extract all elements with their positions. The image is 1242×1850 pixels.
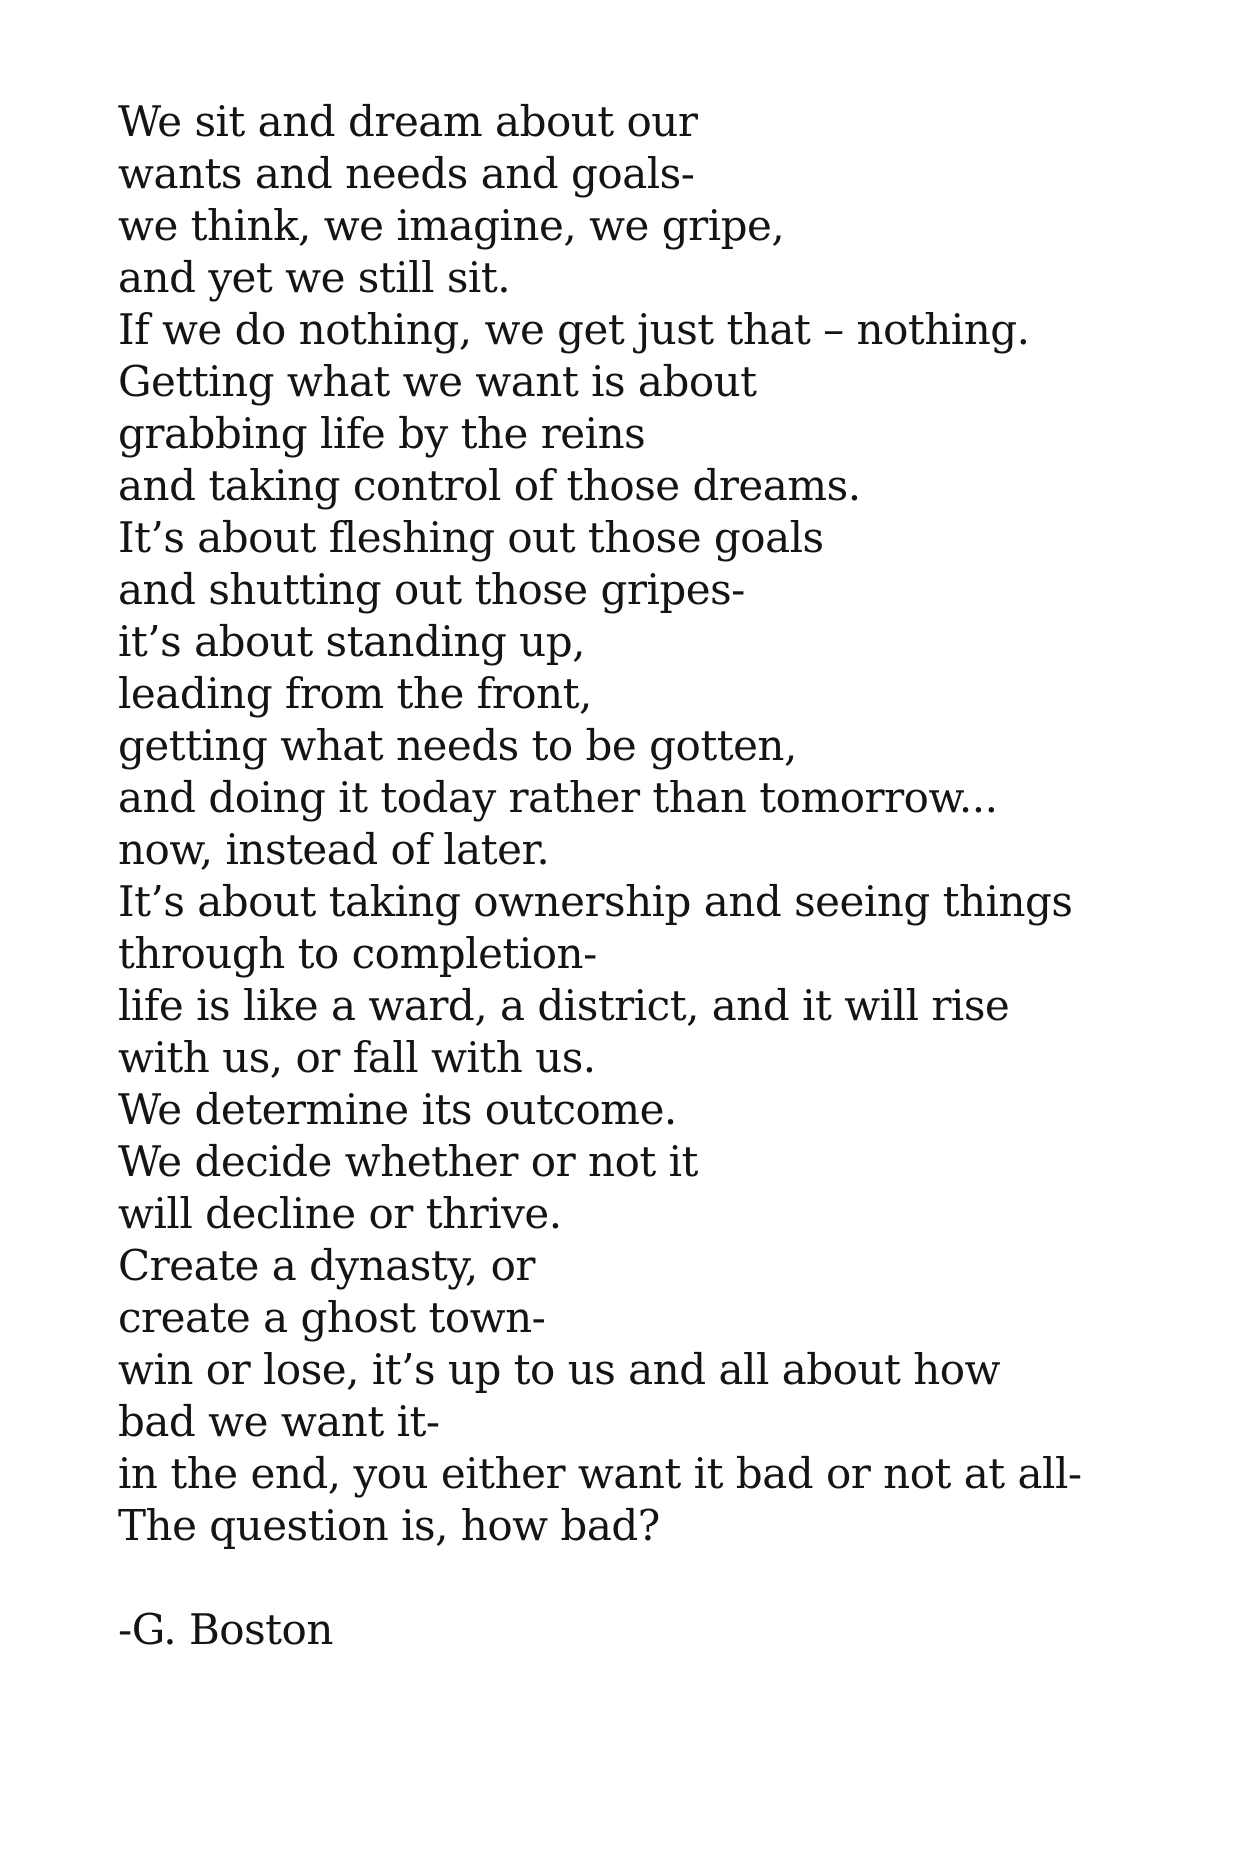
poem-line: we think, we imagine, we gripe, [118, 201, 785, 250]
poem [118, 96, 1178, 1656]
poem-line: Getting what we want is about [118, 357, 757, 406]
poem-line: and shutting out those gripes- [118, 565, 745, 614]
poem-line: grabbing life by the reins [118, 409, 646, 458]
poem-line: bad we want it- [118, 1397, 440, 1446]
poem-line: If we do nothing, we get just that – nothing. [118, 305, 1030, 354]
poem-line: through to completion- [118, 929, 597, 978]
poem-line: will decline or thrive. [118, 1189, 562, 1238]
poem-line: and doing it today rather than tomorrow... [118, 773, 998, 822]
poem-line: We decide whether or not it [118, 1137, 698, 1186]
poem-line: We sit and dream about our [118, 97, 698, 146]
poem-line: in the end, you either want it bad or not at all- [118, 1449, 1082, 1498]
poem-line: and taking control of those dreams. [118, 461, 861, 510]
poem-line: with us, or fall with us. [118, 1033, 596, 1082]
poem-line: now, instead of later. [118, 825, 550, 874]
poem-line: It’s about fleshing out those goals [118, 513, 824, 562]
poem-line: We determine its outcome. [118, 1085, 677, 1134]
poem-line: Create a dynasty, or [118, 1241, 535, 1290]
poem-line: win or lose, it’s up to us and all about how [118, 1345, 1001, 1394]
poem-line: and yet we still sit. [118, 253, 511, 302]
poem-line: The question is, how bad? [118, 1501, 660, 1550]
poem-line: it’s about standing up, [118, 617, 585, 666]
poem-lines [118, 96, 1178, 1552]
poem-line: life is like a ward, a district, and it will rise [118, 981, 1010, 1030]
poem-line: getting what needs to be gotten, [118, 721, 797, 770]
poem-line: wants and needs and goals- [118, 149, 695, 198]
poem-line: create a ghost town- [118, 1293, 546, 1342]
signature: -G. Boston [118, 1605, 333, 1654]
poem-line: It’s about taking ownership and seeing things [118, 877, 1073, 926]
poem-line: leading from the front, [118, 669, 592, 718]
